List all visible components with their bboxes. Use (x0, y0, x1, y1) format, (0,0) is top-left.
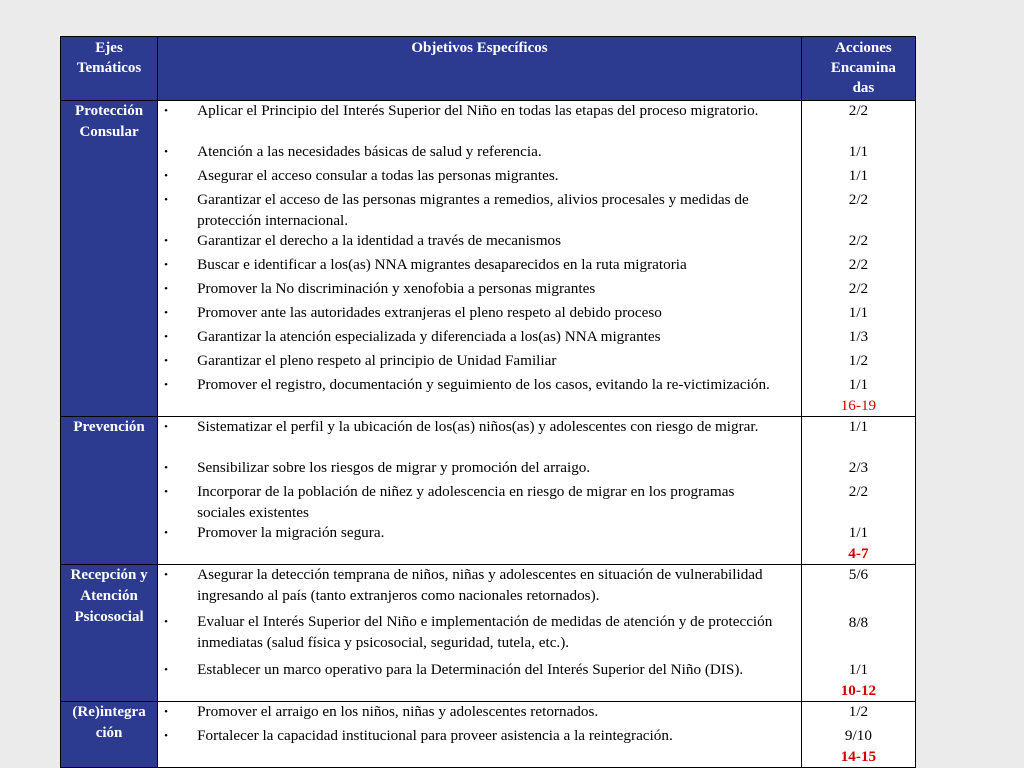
action-count: 1/1 (848, 143, 869, 160)
action-count: 2/2 (848, 483, 869, 500)
bullet-icon: • (164, 170, 168, 182)
action-count: 1/1 (848, 524, 869, 541)
header-objetivos: Objetivos Específicos (158, 37, 802, 101)
bullet-icon: • (164, 355, 168, 367)
objective-item: • Garantizar la atención especializada y diferenciada a los(as) NNA migrantes (158, 327, 801, 351)
objectives-cell (158, 565, 802, 702)
action-count: 2/2 (848, 280, 869, 297)
objectives-cell (158, 101, 802, 417)
objective-item: • Fortalecer la capacidad institucional para proveer asistencia a la reintegración. (158, 726, 801, 767)
bullet-icon: • (164, 259, 168, 271)
table-row (61, 565, 916, 702)
action-count: 2/2 (848, 232, 869, 249)
header-ejes: Ejes Temáticos (61, 37, 158, 101)
action-count: 1/1 (848, 304, 869, 321)
axis-prevencion: Prevención (61, 417, 158, 565)
objective-item: • Promover el arraigo en los niños, niñas y adolescentes retornados. (158, 702, 801, 726)
objective-item: • Aplicar el Principio del Interés Superior del Niño en todas las etapas del proceso migratorio. (158, 101, 801, 142)
table-row (61, 101, 916, 417)
action-count: 1/2 (848, 352, 869, 369)
objective-item: • Promover ante las autoridades extranjeras el pleno respeto al debido proceso (158, 303, 801, 327)
header-acciones: Acciones Encamina das (801, 37, 915, 101)
objectives-cell (158, 417, 802, 565)
action-count: 2/3 (848, 459, 869, 476)
bullet-icon: • (164, 486, 168, 498)
action-count: 1/1 (848, 418, 869, 435)
objective-item: • Asegurar la detección temprana de niños, niñas y adolescentes en situación de vulnerabilidad ingresando al país (tanto extranjeros como nacionales retornados). (164, 566, 763, 604)
action-count: 1/2 (848, 703, 869, 720)
bullet-icon: • (164, 331, 168, 343)
action-count: 1/1 (848, 376, 869, 393)
bullet-icon: • (164, 235, 168, 247)
objective-item: • Buscar e identificar a los(as) NNA migrantes desaparecidos en la ruta migratoria (158, 255, 801, 279)
objective-item: • Evaluar el Interés Superior del Niño e implementación de medidas de atención y de protección inmediatas (salud física y psicosocial, seguridad, tutela, etc.). (164, 613, 773, 651)
objectives-cell (158, 702, 802, 768)
objective-item: • Sensibilizar sobre los riesgos de migrar y promoción del arraigo. (158, 458, 801, 482)
action-count: 1/1 (848, 661, 869, 678)
actions-cell (801, 702, 915, 768)
action-count: 2/2 (848, 191, 869, 208)
section-total: 14-15 (840, 747, 877, 765)
axis-proteccion-consular: Protección Consular (61, 101, 158, 417)
table-row (61, 417, 916, 565)
objective-item: • Establecer un marco operativo para la Determinación del Interés Superior del Niño (DIS). (158, 660, 801, 701)
objective-item: • Promover el registro, documentación y seguimiento de los casos, evitando la re-victimización. (158, 375, 801, 416)
actions-cell (801, 565, 915, 702)
section-total: 4-7 (848, 544, 869, 562)
axis-recepcion-atencion: Recepción y Atención Psicosocial (61, 565, 158, 702)
actions-cell (801, 417, 915, 565)
section-total: 10-12 (840, 681, 877, 699)
objective-item: • Promover la migración segura. (158, 523, 801, 564)
bullet-icon: • (164, 307, 168, 319)
bullet-icon: • (164, 569, 168, 581)
action-count: 1/1 (848, 167, 869, 184)
action-count: 1/3 (848, 328, 869, 345)
action-count: 9/10 (844, 727, 872, 744)
objective-item: • Asegurar el acceso consular a todas las personas migrantes. (158, 166, 801, 190)
bullet-icon: • (164, 462, 168, 474)
bullet-icon: • (164, 664, 168, 676)
action-count: 5/6 (848, 566, 869, 583)
bullet-icon: • (164, 194, 168, 206)
objectives-table (60, 36, 916, 768)
objective-item: • Garantizar el acceso de las personas migrantes a remedios, alivios procesales y medidas de protección internacional. (164, 191, 749, 229)
objective-item: • Atención a las necesidades básicas de salud y referencia. (158, 142, 801, 166)
action-count: 2/2 (848, 102, 869, 119)
table-row (61, 702, 916, 768)
objective-item: • Garantizar el pleno respeto al principio de Unidad Familiar (158, 351, 801, 375)
actions-cell (801, 101, 915, 417)
section-total: 16-19 (840, 396, 877, 414)
objective-item: • Promover la No discriminación y xenofobia a personas migrantes (158, 279, 801, 303)
bullet-icon: • (164, 706, 168, 718)
bullet-icon: • (164, 283, 168, 295)
bullet-icon: • (164, 379, 168, 391)
bullet-icon: • (164, 105, 168, 117)
bullet-icon: • (164, 616, 168, 628)
objective-item: • Garantizar el derecho a la identidad a través de mecanismos (158, 231, 801, 255)
objective-item: • Incorporar de la población de niñez y adolescencia en riesgo de migrar en los programas sociales existentes (164, 483, 735, 521)
bullet-icon: • (164, 527, 168, 539)
table-header-row (61, 37, 916, 101)
action-count: 8/8 (848, 614, 869, 631)
bullet-icon: • (164, 421, 168, 433)
action-count: 2/2 (848, 256, 869, 273)
bullet-icon: • (164, 146, 168, 158)
axis-reintegracion: (Re)integra ción (61, 702, 158, 768)
objective-item: • Sistematizar el perfil y la ubicación de los(as) niños(as) y adolescentes con riesgo de migrar. (158, 417, 801, 458)
bullet-icon: • (164, 730, 168, 742)
